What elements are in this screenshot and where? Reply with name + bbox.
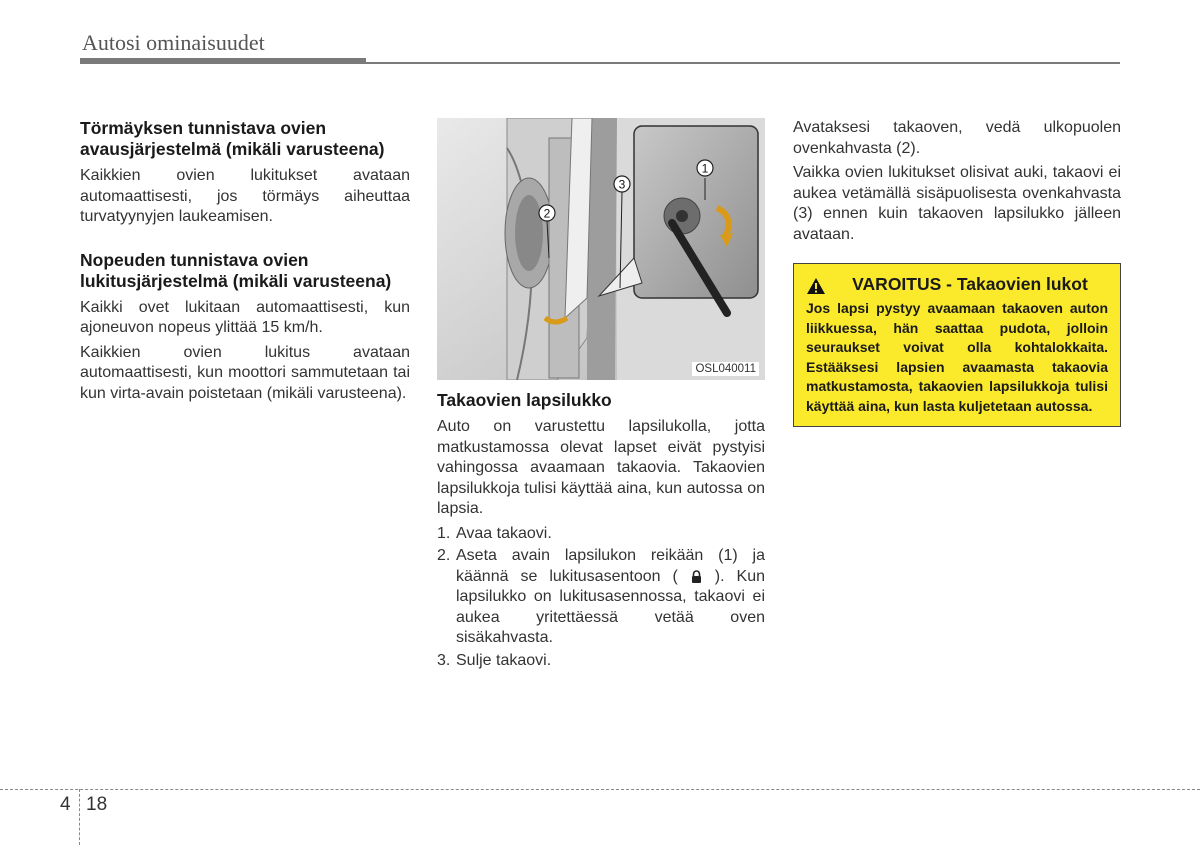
list-item: 3. Sulje takaovi. bbox=[437, 651, 552, 669]
section-body-crash-unlock: Kaikkien ovien lukitukset avataan automaattisesti, jos törmäys aiheuttaa turvatyynyjen laukeamisen. bbox=[80, 167, 410, 225]
section-body-speed-lock-1: Kaikki ovet lukitaan automaattisesti, kun ajoneuvon nopeus ylittää 15 km/h. bbox=[80, 298, 410, 336]
body-outer-handle: Avataksesi takaoven, vedä ulkopuolen ovenkahvasta (2). bbox=[793, 119, 1121, 157]
body-inner-handle: Vaikka ovien lukitukset olisivat auki, takaovi ei aukea vetämällä sisäpuolisesta ovenkahvasta (3) ennen kuin takaoven lapsilukko jälleen avataan. bbox=[793, 164, 1121, 243]
svg-text:1: 1 bbox=[701, 161, 709, 176]
footer-divider bbox=[79, 789, 80, 845]
warning-body: Jos lapsi pystyy avaamaan takaoven auton liikkuessa, hän saattaa pudota, jolloin seuraukset voivat olla kohtalokkaita. Estääksesi lapsien avaamasta takaovia matkustamosta, takaovien lapsilukkoja tulisi käyttää aina, kun lasta kuljetetaan autossa. bbox=[806, 300, 1108, 414]
section-heading-child-lock: Takaovien lapsilukko bbox=[437, 390, 612, 410]
child-lock-figure bbox=[437, 118, 765, 380]
svg-text:2: 2 bbox=[543, 206, 551, 221]
section-heading-speed-lock: Nopeuden tunnistava ovien lukitusjärjestelmä (mikäli varusteena) bbox=[80, 249, 392, 291]
list-item: 2. Aseta avain lapsilukon reikään (1) ja käännä se lukitusasentoon ( ). Kun lapsilukko on lukitusasennossa, takaovi ei aukea yritettäessä vetää oven sisäkahvasta. bbox=[437, 547, 766, 646]
child-lock-steps bbox=[437, 524, 765, 672]
footer-rule bbox=[0, 789, 1200, 790]
warning-triangle-icon bbox=[806, 277, 826, 295]
figure-code: OSL040011 bbox=[692, 362, 759, 376]
section-body-speed-lock-2: Kaikkien ovien lukitus avataan automaattisesti, kun moottori sammutetaan tai kun virta-avain poistetaan (mikäli varusteena). bbox=[80, 343, 410, 402]
column-middle bbox=[437, 118, 765, 673]
column-right bbox=[793, 118, 1121, 427]
callout-1 bbox=[697, 160, 713, 176]
lock-icon bbox=[690, 570, 703, 583]
chapter-number: 4 bbox=[60, 794, 71, 815]
column-left bbox=[80, 118, 410, 408]
page-header-title: Autosi ominaisuudet bbox=[82, 30, 265, 55]
section-heading-crash-unlock: Törmäyksen tunnistava ovien avausjärjestelmä (mikäli varusteena) bbox=[80, 118, 385, 159]
child-lock-illustration bbox=[437, 118, 765, 380]
section-body-child-lock-intro: Auto on varustettu lapsilukolla, jotta matkustamossa olevat lapset eivät pystyisi vahingossa avaamaan takaovia. Takaovien lapsilukkoja tulisi käyttää aina, kun autossa on lapsia. bbox=[437, 418, 765, 517]
list-item: 1. Avaa takaovi. bbox=[437, 524, 552, 542]
warning-title: VAROITUS - Takaovien lukot bbox=[852, 274, 1088, 294]
page-number: 18 bbox=[86, 794, 108, 815]
header-rule-thin bbox=[366, 62, 1120, 64]
callout-3 bbox=[614, 176, 630, 192]
callout-2 bbox=[539, 205, 555, 221]
svg-text:3: 3 bbox=[618, 177, 626, 192]
header-rule bbox=[80, 58, 366, 64]
warning-box bbox=[793, 263, 1121, 427]
